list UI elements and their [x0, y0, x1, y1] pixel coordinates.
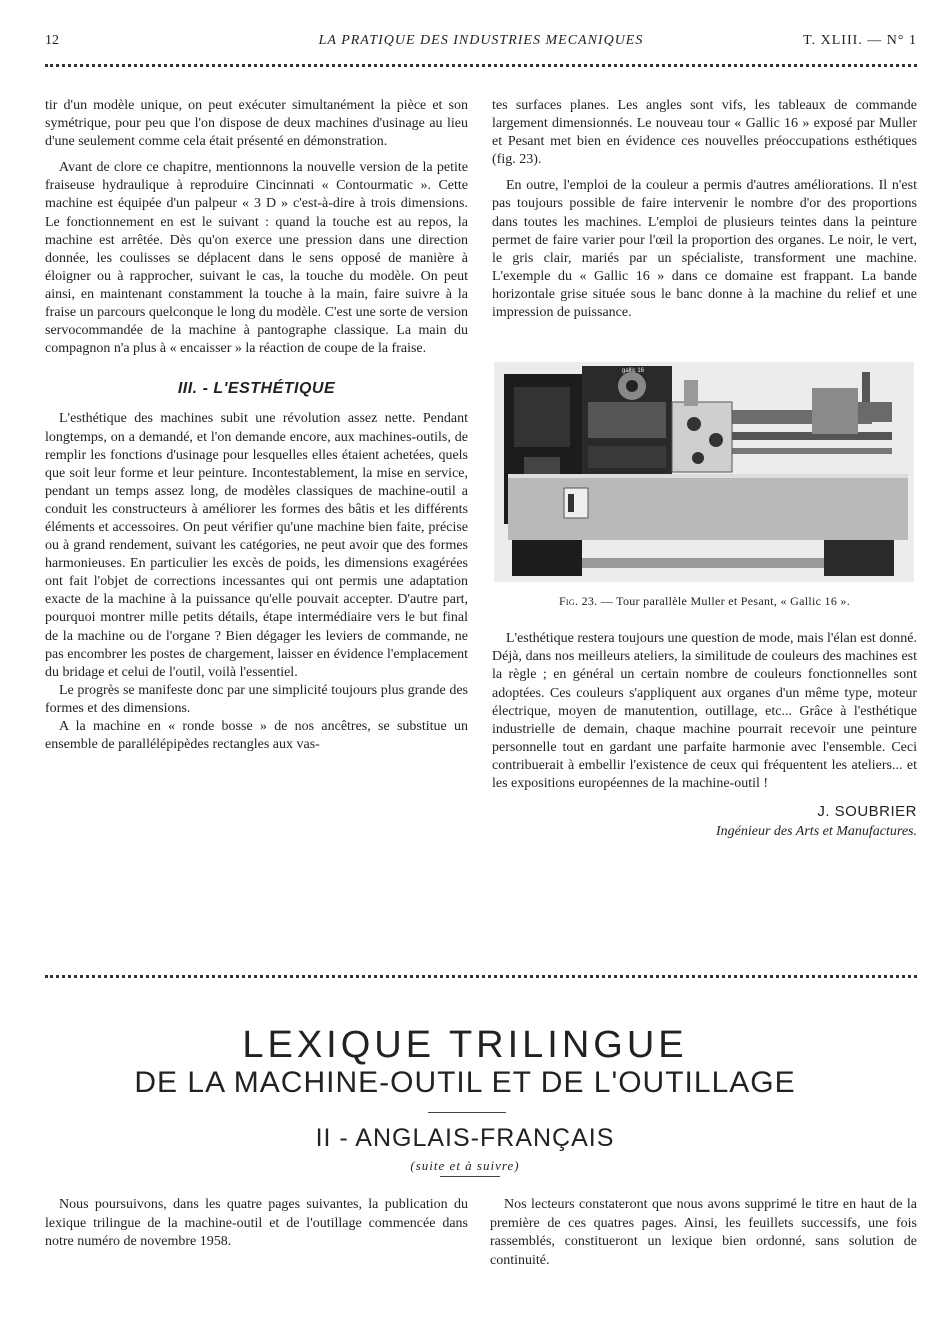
paragraph: Nos lecteurs constateront que nous avons supprimé le titre en haut de la première de ces quatres pages. Ainsi, les feuillets successifs, une fois rassemblés, constitueront un lexique bien ordonné, sans solution de continuité. — [490, 1197, 917, 1268]
section-dotted-rule — [45, 975, 917, 978]
lexique-title-line2: DE LA MACHINE-OUTIL ET DE L'OUTILLAGE — [134, 1066, 796, 1099]
paragraph: Avant de clore ce chapitre, mentionnons la nouvelle version de la petite fraiseuse hydraulique à reproduire Cincinnati « Contourmatic ». Cette machine est équipée d'un palpeur « 3 D » c'est-à-dire à trois dimensions. Le fonctionnement en est le suivant : quand la touche est au repos, la machine est arrêtée. Dès qu'on exerce une pression dans une direction donnée, les coulisses se déplacent dans le sens opposé de manière à éloigner ou à rapprocher, suivant le cas, la touche du modèle. On peut ainsi, en maintenant constamment la touche à la main, faire suivre à la fraise un parcours quelconque le long du modèle. C'est une sorte de version servocommandée de la machine à pantographe classique. La main du compagnon n'a plus à « encaisser » la réaction de coupe de la fraise. — [45, 160, 468, 357]
author-title: Ingénieur des Arts et Manufactures. — [715, 824, 917, 840]
figure-label: Fig. 23. — [558, 594, 598, 609]
right-column — [492, 97, 917, 841]
paragraph: A la machine en « ronde bosse » de nos ancêtres, se substitue un ensemble de parallélépipèdes rectangles aux vas- — [45, 719, 468, 753]
subtitle-divider — [440, 1176, 500, 1177]
lexique-title-line1: LEXIQUE TRILINGUE — [242, 1024, 688, 1066]
page-number: 12 — [45, 33, 59, 48]
author-name: J. SOUBRIER — [817, 803, 917, 821]
paragraph: L'esthétique des machines subit une révolution assez nette. Pendant longtemps, on a demandé, et l'on demande encore, aux machines-outils, de remplir les fonctions d'usinage pour lesquelles elles étaient achetées, quels que soit leur forme et leur peinture. Incontestablement, la mise en service, pendant un temps assez long, de modèles classiques de machine-outil a conduit les constructeurs à améliorer les formes des bâtis et les différents éléments et accessoires. On peut vérifier qu'une machine bien faite, précise ou à grand rendement, suivant les catégories, ne peut avoir que des formes harmonieuses. En particulier les excès de poids, les dimensions exagérées ont fait l'objet de corrections incessantes qui ont permis une adaptation exacte de la machine à la puissance qu'elle pouvait accepter. D'autre part, pourquoi montrer mille petits détails, étape intermédiaire vers le but final de la machine ou de l'organe ? Bien dégager les leviers de commande, ne pas encombrer les postes de chargement, laisser en évidence l'emplacement du bridage et celui de l'outil, voilà l'essentiel. — [45, 411, 468, 680]
machine-plate: gallic 16 — [622, 368, 645, 375]
lathe-illustration — [494, 362, 914, 582]
paragraph: tir d'un modèle unique, on peut exécuter simultanément la pièce et son symétrique, pour peu que l'on dispose de deux machines d'usinage au lieu d'une seulement comme cela était présenté en démonstration. — [45, 98, 468, 150]
paragraph: L'esthétique restera toujours une question de mode, mais l'élan est donné. Déjà, dans nos meilleurs ateliers, la similitude de couleurs des machines est la règle ; en général un certain nombre de couleurs fonctionnelles sont adoptées. Ces couleurs s'appliquent aux organes d'un même type, moteur électrique, moyen de manutention, outillage, etc... Grâce à l'esthétique industrielle de demain, chaque machine pourrait recevoir une peinture personnelle tout en gardant une parfaite harmonie avec l'ensemble. Ceci contribuerait à embellir l'existence de ceux qui fréquentent les ateliers... et les expositions européennes de la machine-outil ! — [492, 631, 917, 791]
lexique-suite: (suite et à suivre) — [410, 1158, 520, 1173]
paragraph: Nous poursuivons, dans les quatre pages suivantes, la publication du lexique trilingue de la machine-outil et de l'outillage commencée dans notre numéro de novembre 1958. — [45, 1197, 468, 1249]
header-dotted-rule — [45, 64, 917, 67]
journal-title: LA PRATIQUE DES INDUSTRIES MECANIQUES — [318, 33, 644, 48]
paragraph: En outre, l'emploi de la couleur a permis d'autres améliorations. Il n'est pas toujours possible de faire intervenir le nombre d'or des proportions dans toutes les machines. L'emploi de plusieurs teintes dans la peinture permet de faire varier pour l'œil la proportion des organes. Le noir, le vert, le gris clair, mariés par un spécialiste, transforment une machine. L'exemple du « Gallic 16 » dans ce domaine est frappant. La bande horizontale grise située sous le banc donne à la machine du relief et une impression de puissance. — [492, 178, 917, 321]
title-divider — [428, 1112, 506, 1113]
section-title: III. - L'ESTHÉTIQUE — [177, 380, 336, 398]
page-header — [45, 33, 917, 51]
paragraph: Le progrès se manifeste donc par une simplicité toujours plus grande des formes et des dimensions. — [45, 682, 468, 716]
figure-caption-text: — Tour parallèle Muller et Pesant, « Gallic 16 ». — [600, 594, 851, 609]
figure-caption — [492, 592, 917, 610]
left-column — [45, 97, 468, 754]
lexique-right-text — [490, 1196, 917, 1270]
lathe-photo — [494, 362, 914, 582]
lexique-left-text — [45, 1196, 468, 1252]
lexique-subtitle: II - ANGLAIS-FRANÇAIS — [315, 1124, 615, 1152]
paragraph: tes surfaces planes. Les angles sont vifs, les tableaux de commande largement dimensionnés. Le nouveau tour « Gallic 16 » exposé par Muller et Pesant met bien en évidence ces nouvelles préoccupations esthétiques (fig. 23). — [492, 98, 917, 168]
volume-number: T. XLIII. — N° 1 — [803, 33, 917, 48]
